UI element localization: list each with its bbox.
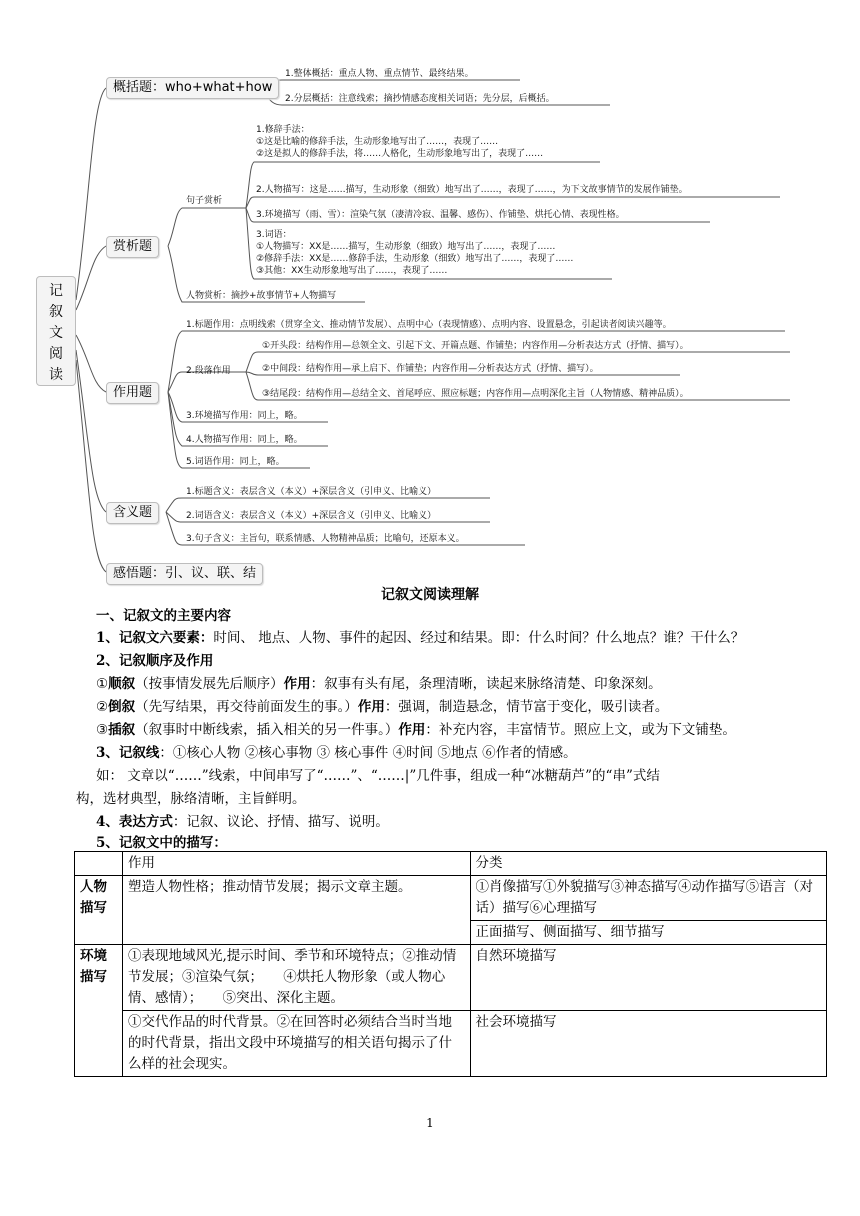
- mind-map-root: [36, 276, 76, 386]
- description-table: [74, 851, 827, 1077]
- table-header-cell: 作用: [122, 852, 470, 876]
- leaf: ②中间段：结构作用—承上启下、作铺垫；内容作用—分析表达方式（抒情、描写）。: [262, 364, 599, 374]
- text: 描写: [80, 969, 107, 985]
- sub-branch-sentence: 句子赏析: [186, 196, 223, 206]
- bold-label: 插叙: [108, 722, 136, 738]
- leaf: 4.人物描写作用：同上，略。: [186, 435, 303, 445]
- leaf: ②修辞手法：XX是……修辞手法，生动形象（细致）地写出了……，表现了……: [256, 254, 574, 264]
- sub-branch-paragraph: 2.段落作用: [186, 366, 231, 376]
- leaf: 2.词语含义：表层含义（本义）+深层含义（引申义、比喻义）: [186, 511, 437, 521]
- table-cell: ①肖像描写①外貌描写③神态描写④动作描写⑤语言（对话）描写⑥心理描写: [470, 876, 827, 921]
- leaf: 3.环境描写（雨、雪）：渲染气氛（凄清冷寂、温馨、感伤）、作铺垫、烘托心情、表现性格。: [256, 210, 625, 220]
- text: ②: [96, 699, 109, 715]
- doc-title: 记叙文阅读理解: [381, 587, 479, 603]
- paragraph: [96, 674, 662, 694]
- branch-ganwu: 感悟题：引、议、联、结: [106, 563, 263, 585]
- text: ③: [96, 722, 109, 738]
- bold-label: 倒叙: [108, 699, 136, 715]
- page-number: 1: [426, 1116, 434, 1130]
- bold-label: 3、记叙线: [96, 745, 160, 761]
- leaf: 人物赏析：摘抄+故事情节+人物描写: [186, 291, 337, 301]
- leaf: ①开头段：结构作用—总领全文、引起下文、开篇点题、作铺垫；内容作用—分析表达方式（抒情、描写）。: [262, 341, 689, 351]
- bold-label: 4、表达方式: [96, 814, 173, 830]
- bold-label: 作用: [283, 676, 311, 692]
- text: ①: [96, 676, 109, 692]
- text: 人物: [80, 879, 107, 895]
- section-heading: 2、记叙顺序及作用: [96, 653, 214, 669]
- text: 时间、 地点、人物、事件的起因、经过和结果。即：什么时间？什么地点？谁？干什么？: [213, 630, 745, 646]
- leaf: ②这是拟人的修辞手法，将……人格化，生动形象地写出了，表现了……: [256, 149, 544, 159]
- table-header-row: [75, 852, 827, 876]
- bold-label: 1、记叙文六要素：: [96, 630, 214, 646]
- leaf: 3.词语：: [256, 230, 292, 240]
- table-cell: 正面描写、侧面描写、细节描写: [470, 921, 827, 945]
- branch-shangxi: 赏析题: [106, 236, 159, 258]
- text: （按事情发展先后顺序）: [135, 676, 284, 692]
- leaf: ③其他：XX生动形象地写出了……，表现了……: [256, 266, 448, 276]
- bold-label: 作用: [398, 722, 426, 738]
- row-head: [75, 945, 123, 1077]
- leaf: 3.句子含义：主旨句，联系情感、人物精神品质；比喻句，还原本义。: [186, 534, 465, 544]
- leaf: 1.整体概括：重点人物、重点情节、最终结果。: [285, 69, 474, 79]
- table-cell: 自然环境描写: [470, 945, 827, 1011]
- table-row: [75, 1011, 827, 1077]
- root-char: 读: [49, 367, 63, 383]
- leaf: 1.标题含义：表层含义（本义）+深层含义（引申义、比喻义）: [186, 487, 437, 497]
- text: （先写结果，再交待前面发生的事。）: [135, 699, 358, 715]
- paragraph: [96, 720, 736, 740]
- bold-label: 作用: [357, 699, 385, 715]
- table-cell: 社会环境描写: [470, 1011, 827, 1077]
- paragraph: 如： 文章以“……”线索，中间串写了“……”、“……|”几件事，组成一种“冰糖葫芦”的“串”式结: [96, 768, 660, 784]
- leaf: 3.环境描写作用：同上，略。: [186, 411, 303, 421]
- text: ：补充内容，丰富情节。照应上文，或为下文铺垫。: [425, 722, 736, 738]
- table-cell: ①交代作品的时代背景。②在回答时必须结合当时当地的时代背景，指出文段中环境描写的相关语句揭示了什么样的社会现实。: [122, 1011, 470, 1077]
- table-row: [75, 876, 827, 921]
- branch-gaikuo: 概括题：who+what+how: [106, 77, 279, 99]
- root-char: 叙: [49, 304, 63, 320]
- text: ：①核心人物 ②核心事物 ③ 核心事件 ④时间 ⑤地点 ⑥作者的情感。: [159, 745, 577, 761]
- text: 环境: [80, 948, 107, 964]
- paragraph: [96, 697, 668, 717]
- paragraph: [96, 743, 577, 763]
- table-cell: 塑造人物性格；推动情节发展；揭示文章主题。: [122, 876, 470, 945]
- text: ：记叙、议论、抒情、描写、说明。: [172, 814, 389, 830]
- leaf: ①人物描写：XX是……描写，生动形象（细致）地写出了……，表现了……: [256, 242, 556, 252]
- table-cell: ①表现地域风光,提示时间、季节和环境特点；②推动情节发展；③渲染气氛； ④烘托人物形象（或人物心情、感情）； ⑤突出、深化主题。: [122, 945, 470, 1011]
- text: ：强调，制造悬念，情节富于变化，吸引读者。: [384, 699, 669, 715]
- branch-hanyi: 含义题: [106, 502, 159, 524]
- leaf: 1.修辞手法：: [256, 125, 310, 135]
- section-heading: 一、记叙文的主要内容: [96, 608, 231, 624]
- paragraph: 构，选材典型，脉络清晰，主旨鲜明。: [76, 791, 306, 807]
- bold-label: 顺叙: [108, 676, 136, 692]
- leaf: 2.分层概括：注意线索；摘抄情感态度相关词语；先分层，后概括。: [285, 94, 555, 104]
- root-char: 文: [49, 325, 63, 341]
- table-header-cell: [75, 852, 123, 876]
- paragraph: [96, 628, 744, 648]
- leaf: ③结尾段：结构作用—总结全文、首尾呼应、照应标题；内容作用—点明深化主旨（人物情感、精神品质）。: [262, 389, 689, 399]
- root-char: 记: [49, 283, 63, 299]
- leaf: ①这是比喻的修辞手法，生动形象地写出了……，表现了……: [256, 137, 499, 147]
- leaf: 5.词语作用：同上，略。: [186, 457, 285, 467]
- paragraph: [96, 812, 389, 832]
- table-header-cell: 分类: [470, 852, 827, 876]
- root-char: 阅: [49, 346, 63, 362]
- section-heading: 5、记叙文中的描写：: [96, 835, 227, 851]
- mind-map: [0, 0, 860, 590]
- text: 描写: [80, 900, 107, 916]
- row-head: [75, 876, 123, 945]
- leaf: 1.标题作用：点明线索（贯穿全文、推动情节发展）、点明中心（表现情感）、点明内容、设置悬念，引起读者阅读兴趣等。: [186, 320, 672, 330]
- branch-zuoyong: 作用题: [106, 382, 159, 404]
- leaf: 2.人物描写：这是……描写，生动形象（细致）地写出了……，表现了……，为下文故事情节的发展作铺垫。: [256, 185, 688, 195]
- text: ：叙事有头有尾，条理清晰，读起来脉络清楚、印象深刻。: [310, 676, 662, 692]
- text: （叙事时中断线索，插入相关的另一件事。）: [135, 722, 399, 738]
- table-row: [75, 945, 827, 1011]
